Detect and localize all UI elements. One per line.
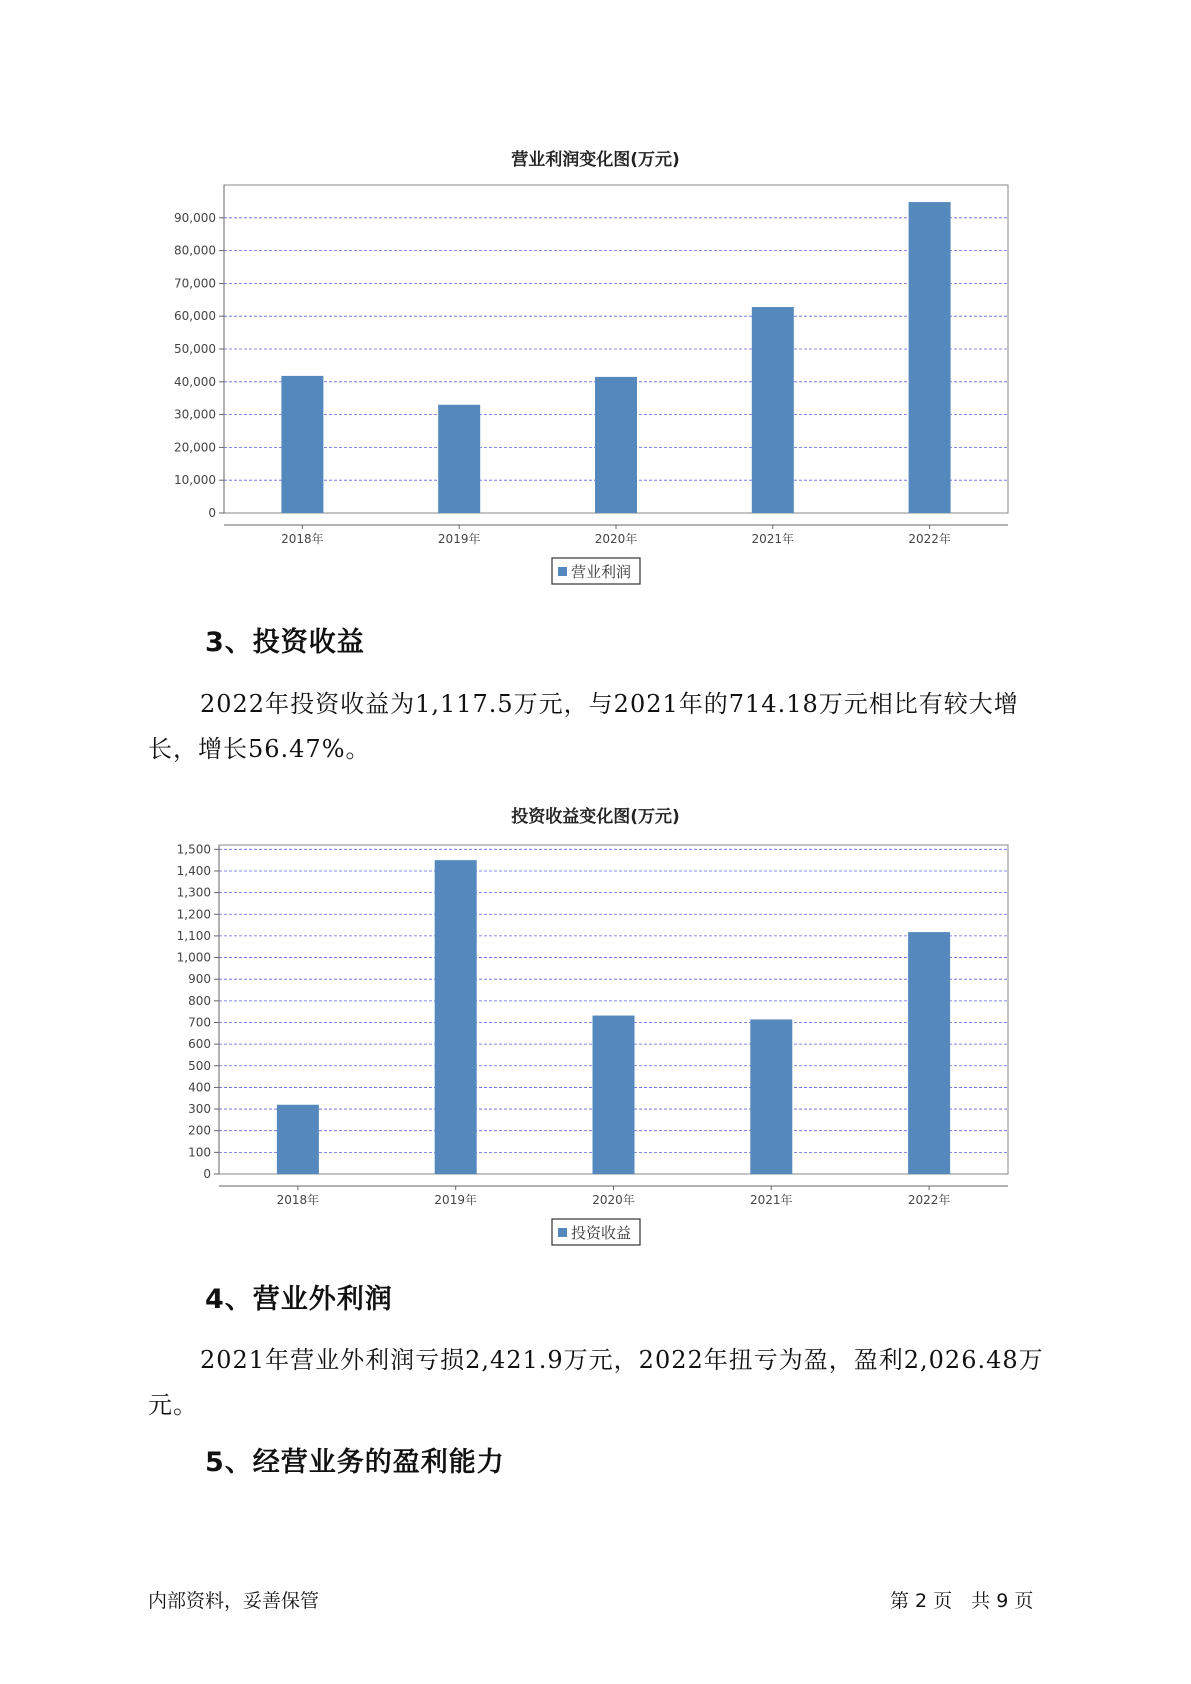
bar [435, 860, 477, 1174]
chart2-title: 投资收益变化图(万元) [511, 807, 680, 827]
bar [750, 1019, 792, 1174]
x-tick-label: 2018年 [281, 532, 324, 546]
section-4-paragraph: 2021年营业外利润亏损2,421.9万元，2022年扭亏为盈，盈利2,026.48万元。 [148, 1346, 1044, 1419]
chart1-title: 营业利润变化图(万元) [511, 150, 680, 170]
section-3-paragraph: 2022年投资收益为1,117.5万元，与2021年的714.18万元相比有较大增长，增长56.47%。 [148, 690, 1019, 763]
bar [281, 376, 323, 513]
y-tick-label: 300 [188, 1102, 211, 1117]
y-tick-label: 60,000 [174, 309, 216, 324]
investment-income-chart [0, 830, 1191, 1250]
x-tick-label: 2021年 [750, 1193, 793, 1207]
section-4-heading: 4、营业外利润 [205, 1284, 393, 1315]
bar [595, 377, 637, 513]
footer-page-number: 第 2 页 共 9 页 [890, 1590, 1034, 1612]
bar [908, 932, 950, 1174]
y-tick-label: 1,500 [176, 842, 211, 857]
y-tick-label: 900 [188, 972, 211, 987]
y-tick-label: 400 [188, 1080, 211, 1095]
legend-label: 营业利润 [571, 563, 632, 581]
bar [277, 1105, 319, 1174]
x-tick-label: 2022年 [908, 532, 951, 546]
legend-swatch [558, 1228, 567, 1237]
y-tick-label: 1,100 [176, 928, 211, 943]
y-tick-label: 700 [188, 1015, 211, 1030]
y-tick-label: 90,000 [174, 210, 216, 225]
bar [752, 307, 794, 513]
bar [909, 202, 951, 513]
y-tick-label: 10,000 [174, 473, 216, 488]
x-tick-label: 2018年 [276, 1193, 320, 1207]
x-tick-label: 2020年 [592, 1193, 635, 1207]
y-tick-label: 0 [203, 1167, 211, 1181]
y-tick-label: 1,400 [176, 863, 211, 878]
section-3-heading: 3、投资收益 [205, 627, 365, 658]
chart-legend [552, 558, 640, 584]
legend-swatch [558, 567, 567, 576]
y-tick-label: 80,000 [174, 243, 216, 258]
x-tick-label: 2019年 [434, 1193, 477, 1207]
y-tick-label: 50,000 [174, 342, 216, 356]
x-tick-label: 2022年 [907, 1193, 951, 1207]
y-tick-label: 20,000 [174, 440, 216, 455]
x-tick-label: 2021年 [751, 532, 795, 546]
legend-label: 投资收益 [571, 1224, 632, 1242]
y-tick-label: 500 [188, 1058, 211, 1073]
bar [593, 1016, 635, 1174]
section-5-heading: 5、经营业务的盈利能力 [205, 1447, 505, 1478]
x-tick-label: 2019年 [437, 532, 481, 546]
y-tick-label: 70,000 [174, 276, 216, 291]
operating-profit-chart [0, 170, 1191, 630]
y-tick-label: 30,000 [174, 407, 216, 422]
x-tick-label: 2020年 [594, 532, 638, 546]
y-tick-label: 100 [188, 1145, 211, 1160]
y-tick-label: 1,300 [176, 885, 211, 900]
y-tick-label: 0 [208, 506, 216, 520]
y-tick-label: 800 [188, 993, 211, 1008]
y-tick-label: 600 [188, 1037, 211, 1052]
chart-legend [552, 1219, 640, 1245]
y-tick-label: 200 [188, 1123, 211, 1138]
y-tick-label: 1,200 [176, 907, 211, 922]
bar [438, 405, 480, 513]
y-tick-label: 1,000 [176, 950, 211, 965]
y-tick-label: 40,000 [174, 374, 216, 389]
footer-confidential: 内部资料，妥善保管 [148, 1590, 320, 1612]
